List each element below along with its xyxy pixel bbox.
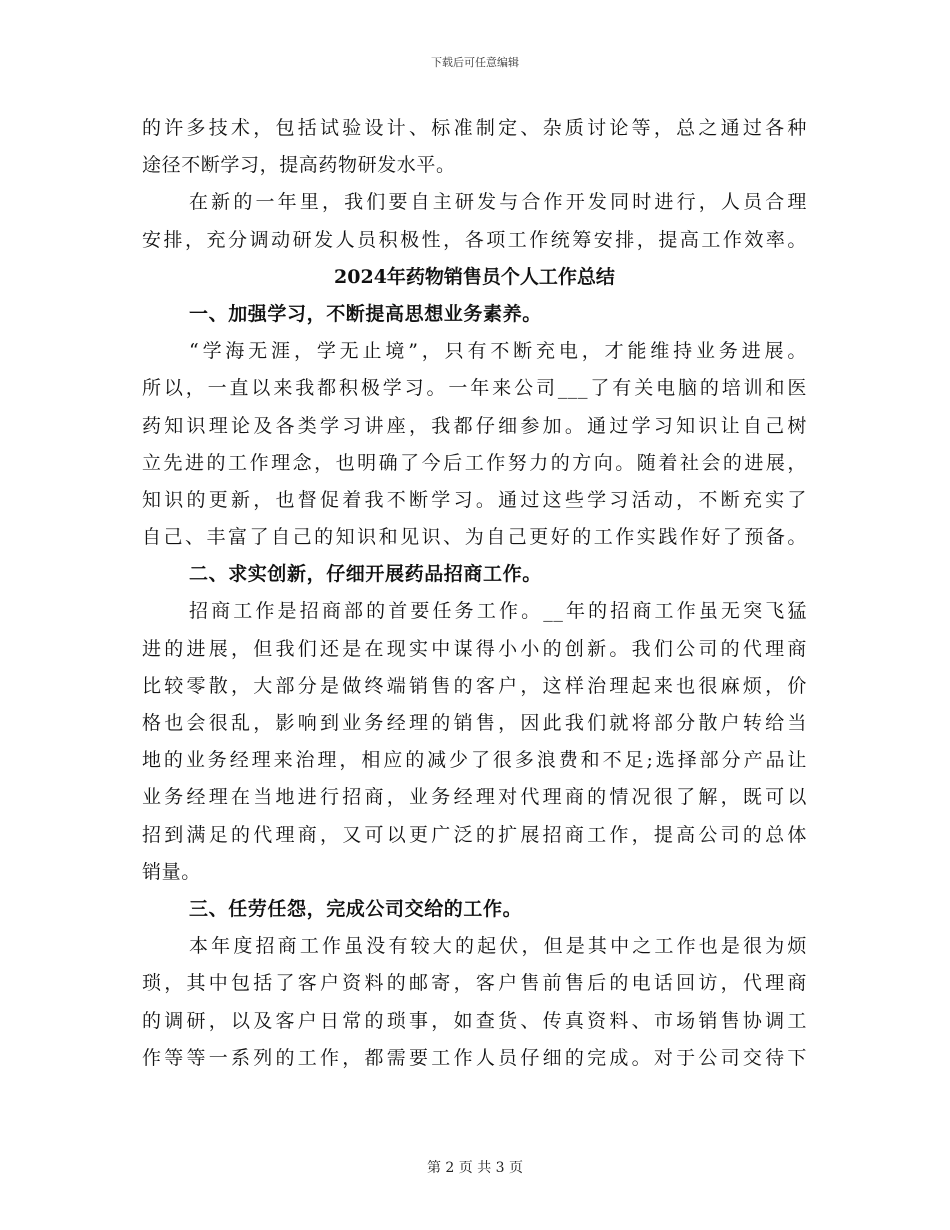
text-line: 招到满足的代理商，又可以更广泛的扩展招商工作，提高公司的总体 xyxy=(142,823,807,846)
text-line: 业务经理在当地进行招商，业务经理对代理商的情况很了解，既可以 xyxy=(142,786,807,809)
text-line: 地的业务经理来治理，相应的减少了很多浪费和不足;选择部分产品让 xyxy=(142,749,807,772)
text-line: 琐，其中包括了客户资料的邮寄，客户售前售后的电话回访，代理商 xyxy=(142,972,807,995)
text-line: 所以，一直以来我都积极学习。一年来公司___了有关电脑的培训和医 xyxy=(142,377,807,400)
page-footer: 第 2 页 共 3 页 xyxy=(426,1160,524,1176)
paragraph-start-line: “学海无涯，学无止境”，只有不断充电，才能维持业务进展。 xyxy=(189,340,807,363)
text-line: 知识的更新，也督促着我不断学习。通过这些学习活动，不断充实了 xyxy=(142,488,807,511)
section-heading-3: 三、任劳任怨，完成公司交给的工作。 xyxy=(189,897,523,920)
text-line: 途径不断学习，提高药物研发水平。 xyxy=(142,154,456,177)
paragraph-start-line: 在新的一年里，我们要自主研发与合作开发同时进行，人员合理 xyxy=(189,191,807,214)
text-line: 比较零散，大部分是做终端销售的客户，这样治理起来也很麻烦，价 xyxy=(142,674,807,697)
text-line: 销量。 xyxy=(142,860,201,883)
section-heading-1: 一、加强学习，不断提高思想业务素养。 xyxy=(189,302,542,325)
text-line: 进的进展，但我们还是在现实中谋得小小的创新。我们公司的代理商 xyxy=(142,637,807,660)
text-line: 自己、丰富了自己的知识和见识、为自己更好的工作实践作好了预备。 xyxy=(142,526,807,549)
text-line: 立先进的工作理念，也明确了今后工作努力的方向。随着社会的进展， xyxy=(142,451,807,474)
text-line: 药知识理论及各类学习讲座，我都仔细参加。通过学习知识让自己树 xyxy=(142,414,807,437)
page-header: 下载后可任意编辑 xyxy=(431,56,519,69)
paragraph-start-line: 本年度招商工作虽没有较大的起伏，但是其中之工作也是很为烦 xyxy=(189,935,807,958)
text-line: 的调研，以及客户日常的琐事，如查货、传真资料、市场销售协调工 xyxy=(142,1009,807,1032)
section-heading-2: 二、求实创新，仔细开展药品招商工作。 xyxy=(189,563,542,586)
text-line: 的许多技术，包括试验设计、标准制定、杂质讨论等，总之通过各种 xyxy=(142,117,807,139)
paragraph-start-line: 招商工作是招商部的首要任务工作。__年的招商工作虽无突飞猛 xyxy=(189,600,807,623)
section-title: 2024年药物销售员个人工作总结 xyxy=(334,265,615,288)
document-body xyxy=(142,110,807,1077)
text-line: 安排，充分调动研发人员积极性，各项工作统筹安排，提高工作效率。 xyxy=(142,228,807,251)
text-line: 格也会很乱，影响到业务经理的销售，因此我们就将部分散户转给当 xyxy=(142,712,807,734)
text-line: 作等等一系列的工作，都需要工作人员仔细的完成。对于公司交待下 xyxy=(142,1046,807,1069)
